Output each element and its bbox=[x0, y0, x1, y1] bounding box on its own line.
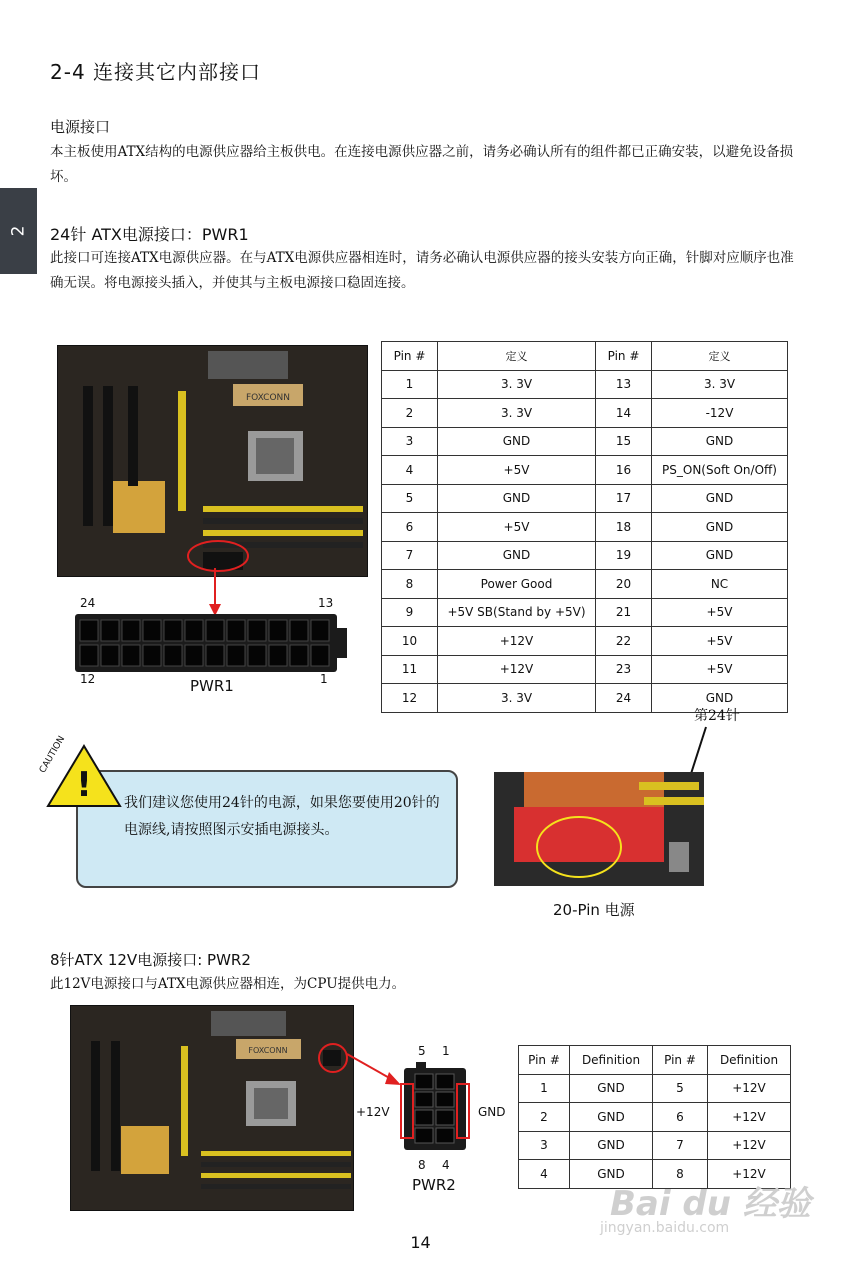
pwr1-pin-cell bbox=[185, 620, 203, 641]
header-definition: Definition bbox=[708, 1046, 791, 1075]
pwr1-pin-cell bbox=[269, 645, 287, 666]
table-cell: GND bbox=[570, 1160, 653, 1189]
pwr1-pin-cell bbox=[80, 645, 98, 666]
table-cell: 19 bbox=[596, 541, 652, 570]
table-cell: 9 bbox=[382, 598, 438, 627]
table-row bbox=[519, 1074, 791, 1103]
power-heading: 电源接口 bbox=[50, 118, 111, 136]
table-cell: 3. 3V bbox=[438, 370, 596, 399]
pwr1-label: PWR1 bbox=[190, 677, 234, 695]
table-cell: 5 bbox=[382, 484, 438, 513]
table-row bbox=[382, 484, 788, 513]
table-cell: 18 bbox=[596, 513, 652, 542]
table-cell: +5V bbox=[652, 655, 788, 684]
pwr1-pin-cell bbox=[101, 620, 119, 641]
pwr1-pin-cell bbox=[290, 645, 308, 666]
pwr1-pin-cell bbox=[143, 645, 161, 666]
table-cell: +5V bbox=[652, 598, 788, 627]
pwr1-pin-cell bbox=[248, 620, 266, 641]
header-pin: Pin # bbox=[382, 342, 438, 371]
table-cell: 21 bbox=[596, 598, 652, 627]
pwr1-pin-cell bbox=[269, 620, 287, 641]
table-cell: 7 bbox=[653, 1131, 708, 1160]
caution-badge: CAUTION bbox=[38, 734, 68, 775]
table-row bbox=[382, 598, 788, 627]
table-cell: 23 bbox=[596, 655, 652, 684]
table-cell: +12V bbox=[708, 1160, 791, 1189]
table-cell: 24 bbox=[596, 684, 652, 713]
table-cell: 4 bbox=[382, 456, 438, 485]
pwr1-pin-cell bbox=[311, 645, 329, 666]
pwr1-pin12-label: 12 bbox=[80, 672, 96, 686]
arrow-to-pwr2 bbox=[345, 1050, 405, 1090]
board-brand-2: FOXCONN bbox=[248, 1046, 288, 1055]
table-cell: 4 bbox=[519, 1160, 570, 1189]
pwr1-pin-cell bbox=[122, 620, 140, 641]
pwr2-pin-cell bbox=[415, 1074, 433, 1089]
table-cell: 5 bbox=[653, 1074, 708, 1103]
pwr2-pin4-label: 4 bbox=[442, 1158, 450, 1172]
table-cell: 22 bbox=[596, 627, 652, 656]
pwr2-pin-cell bbox=[415, 1110, 433, 1125]
table-cell: 1 bbox=[519, 1074, 570, 1103]
chapter-number: 2 bbox=[8, 225, 29, 237]
table-cell: 6 bbox=[653, 1103, 708, 1132]
table-cell: 8 bbox=[382, 570, 438, 599]
atx24-heading: 24针 ATX电源接口：PWR1 bbox=[50, 225, 249, 244]
table-cell: 2 bbox=[519, 1103, 570, 1132]
header-definition: Definition bbox=[570, 1046, 653, 1075]
pwr1-connector bbox=[75, 614, 339, 672]
header-definition: 定义 bbox=[438, 342, 596, 371]
header-definition: 定义 bbox=[652, 342, 788, 371]
pwr2-connector bbox=[400, 1062, 470, 1158]
table-cell: 8 bbox=[653, 1160, 708, 1189]
table-cell: GND bbox=[652, 684, 788, 713]
pwr1-pin-cell bbox=[185, 645, 203, 666]
pwr1-pin-cell bbox=[290, 620, 308, 641]
caution-text: 我们建议您使用24针的电源，如果您要使用20针的电源线,请按照图示安插电源接头。 bbox=[124, 795, 440, 838]
table-cell: GND bbox=[570, 1103, 653, 1132]
pwr1-pin-cell bbox=[227, 645, 245, 666]
table-cell: 3. 3V bbox=[438, 684, 596, 713]
table-cell: +5V SB(Stand by +5V) bbox=[438, 598, 596, 627]
watermark-logo: Bai du 经验 bbox=[610, 1184, 811, 1224]
table-cell: 1 bbox=[382, 370, 438, 399]
table-cell: GND bbox=[652, 541, 788, 570]
board-brand: FOXCONN bbox=[245, 393, 291, 403]
atx8-text: 此12V电源接口与ATX电源供应器相连，为CPU提供电力。 bbox=[50, 976, 406, 992]
section-title: 2-4 连接其它内部接口 bbox=[50, 60, 262, 84]
table-cell: +12V bbox=[708, 1074, 791, 1103]
pwr1-pin-cell bbox=[164, 620, 182, 641]
table-cell: 20 bbox=[596, 570, 652, 599]
table-cell: NC bbox=[652, 570, 788, 599]
pwr1-pin24-label: 24 bbox=[80, 596, 96, 610]
table-row bbox=[382, 627, 788, 656]
pwr2-right-label: GND bbox=[478, 1105, 506, 1119]
pwr1-pin-cell bbox=[101, 645, 119, 666]
header-pin: Pin # bbox=[596, 342, 652, 371]
atx8-pin-table bbox=[518, 1045, 791, 1189]
table-cell: GND bbox=[438, 541, 596, 570]
pin24-note: 第24针 bbox=[694, 708, 740, 724]
pwr2-pin5-label: 5 bbox=[418, 1044, 426, 1058]
table-cell: GND bbox=[652, 427, 788, 456]
table-cell: GND bbox=[652, 484, 788, 513]
table-cell: 3. 3V bbox=[652, 370, 788, 399]
table-cell: 10 bbox=[382, 627, 438, 656]
table-row bbox=[519, 1103, 791, 1132]
atx8-heading: 8针ATX 12V电源接口: PWR2 bbox=[50, 951, 251, 969]
table-cell: GND bbox=[438, 427, 596, 456]
table-cell: GND bbox=[570, 1131, 653, 1160]
table-row bbox=[382, 427, 788, 456]
table-row bbox=[382, 370, 788, 399]
pwr1-pin1-label: 1 bbox=[320, 672, 328, 686]
motherboard-image-2 bbox=[70, 1005, 354, 1211]
table-row bbox=[382, 655, 788, 684]
chapter-tab bbox=[0, 188, 37, 274]
photo-caption: 20-Pin 电源 bbox=[553, 901, 635, 919]
table-cell: GND bbox=[570, 1074, 653, 1103]
atx24-text: 此接口可连接ATX电源供应器。在与ATX电源供应器相连时，请务必确认电源供应器的接头安装方向正确，针脚对应顺序也准确无误。将电源接头插入，并使其与主板电源接口稳固连接。 bbox=[50, 250, 794, 291]
table-cell: 3 bbox=[519, 1131, 570, 1160]
pwr1-pin-cell bbox=[311, 620, 329, 641]
header-pin: Pin # bbox=[519, 1046, 570, 1075]
table-cell: +5V bbox=[438, 513, 596, 542]
pwr1-pin-cell bbox=[122, 645, 140, 666]
power-intro-text: 本主板使用ATX结构的电源供应器给主板供电。在连接电源供应器之前，请务必确认所有的组件都已正确安装，以避免设备损坏。 bbox=[50, 144, 794, 185]
table-cell: 3 bbox=[382, 427, 438, 456]
table-cell: GND bbox=[438, 484, 596, 513]
table-cell: GND bbox=[652, 513, 788, 542]
table-cell: +12V bbox=[708, 1103, 791, 1132]
table-cell: 11 bbox=[382, 655, 438, 684]
pwr1-pin-cell bbox=[227, 620, 245, 641]
table-row bbox=[382, 399, 788, 428]
table-cell: 12 bbox=[382, 684, 438, 713]
table-row bbox=[382, 570, 788, 599]
pwr2-pin1-label: 1 bbox=[442, 1044, 450, 1058]
table-cell: +12V bbox=[708, 1131, 791, 1160]
pwr1-pin-cell bbox=[164, 645, 182, 666]
table-cell: +12V bbox=[438, 655, 596, 684]
pwr2-pin-cell bbox=[415, 1092, 433, 1107]
pwr2-label: PWR2 bbox=[412, 1176, 456, 1194]
table-cell: Power Good bbox=[438, 570, 596, 599]
pwr1-pin-cell bbox=[248, 645, 266, 666]
table-cell: 2 bbox=[382, 399, 438, 428]
motherboard-image bbox=[57, 345, 368, 577]
table-cell: 16 bbox=[596, 456, 652, 485]
table-cell: +5V bbox=[438, 456, 596, 485]
pwr1-pin-cell bbox=[206, 645, 224, 666]
pwr1-pin-cell bbox=[206, 620, 224, 641]
table-header-row bbox=[519, 1046, 791, 1075]
pwr2-pin-cell bbox=[436, 1074, 454, 1089]
watermark-url: jingyan.baidu.com bbox=[600, 1220, 730, 1236]
table-cell: 17 bbox=[596, 484, 652, 513]
pwr2-left-label: +12V bbox=[356, 1105, 390, 1119]
atx24-pin-table bbox=[381, 341, 788, 713]
page-number: 14 bbox=[410, 1233, 431, 1252]
header-pin: Pin # bbox=[653, 1046, 708, 1075]
pwr1-pin-cell bbox=[143, 620, 161, 641]
pwr1-pin13-label: 13 bbox=[318, 596, 334, 610]
table-row bbox=[382, 513, 788, 542]
table-cell: 14 bbox=[596, 399, 652, 428]
table-cell: PS_ON(Soft On/Off) bbox=[652, 456, 788, 485]
table-cell: +5V bbox=[652, 627, 788, 656]
pwr2-pin-cell bbox=[436, 1092, 454, 1107]
pwr1-pin-cell bbox=[80, 620, 98, 641]
pwr2-pin-cell bbox=[415, 1128, 433, 1143]
table-cell: 7 bbox=[382, 541, 438, 570]
table-row bbox=[382, 541, 788, 570]
pwr2-pin8-label: 8 bbox=[418, 1158, 426, 1172]
svg-text:!: ! bbox=[76, 765, 92, 805]
table-cell: 3. 3V bbox=[438, 399, 596, 428]
table-cell: 13 bbox=[596, 370, 652, 399]
pwr2-pin-cell bbox=[436, 1110, 454, 1125]
table-row bbox=[382, 456, 788, 485]
table-row bbox=[519, 1131, 791, 1160]
table-cell: -12V bbox=[652, 399, 788, 428]
table-cell: 6 bbox=[382, 513, 438, 542]
arrow-to-pwr1 bbox=[205, 568, 225, 618]
table-cell: +12V bbox=[438, 627, 596, 656]
power-connector-photo bbox=[494, 772, 704, 886]
table-cell: 15 bbox=[596, 427, 652, 456]
table-header-row bbox=[382, 342, 788, 371]
pwr2-pin-cell bbox=[436, 1128, 454, 1143]
